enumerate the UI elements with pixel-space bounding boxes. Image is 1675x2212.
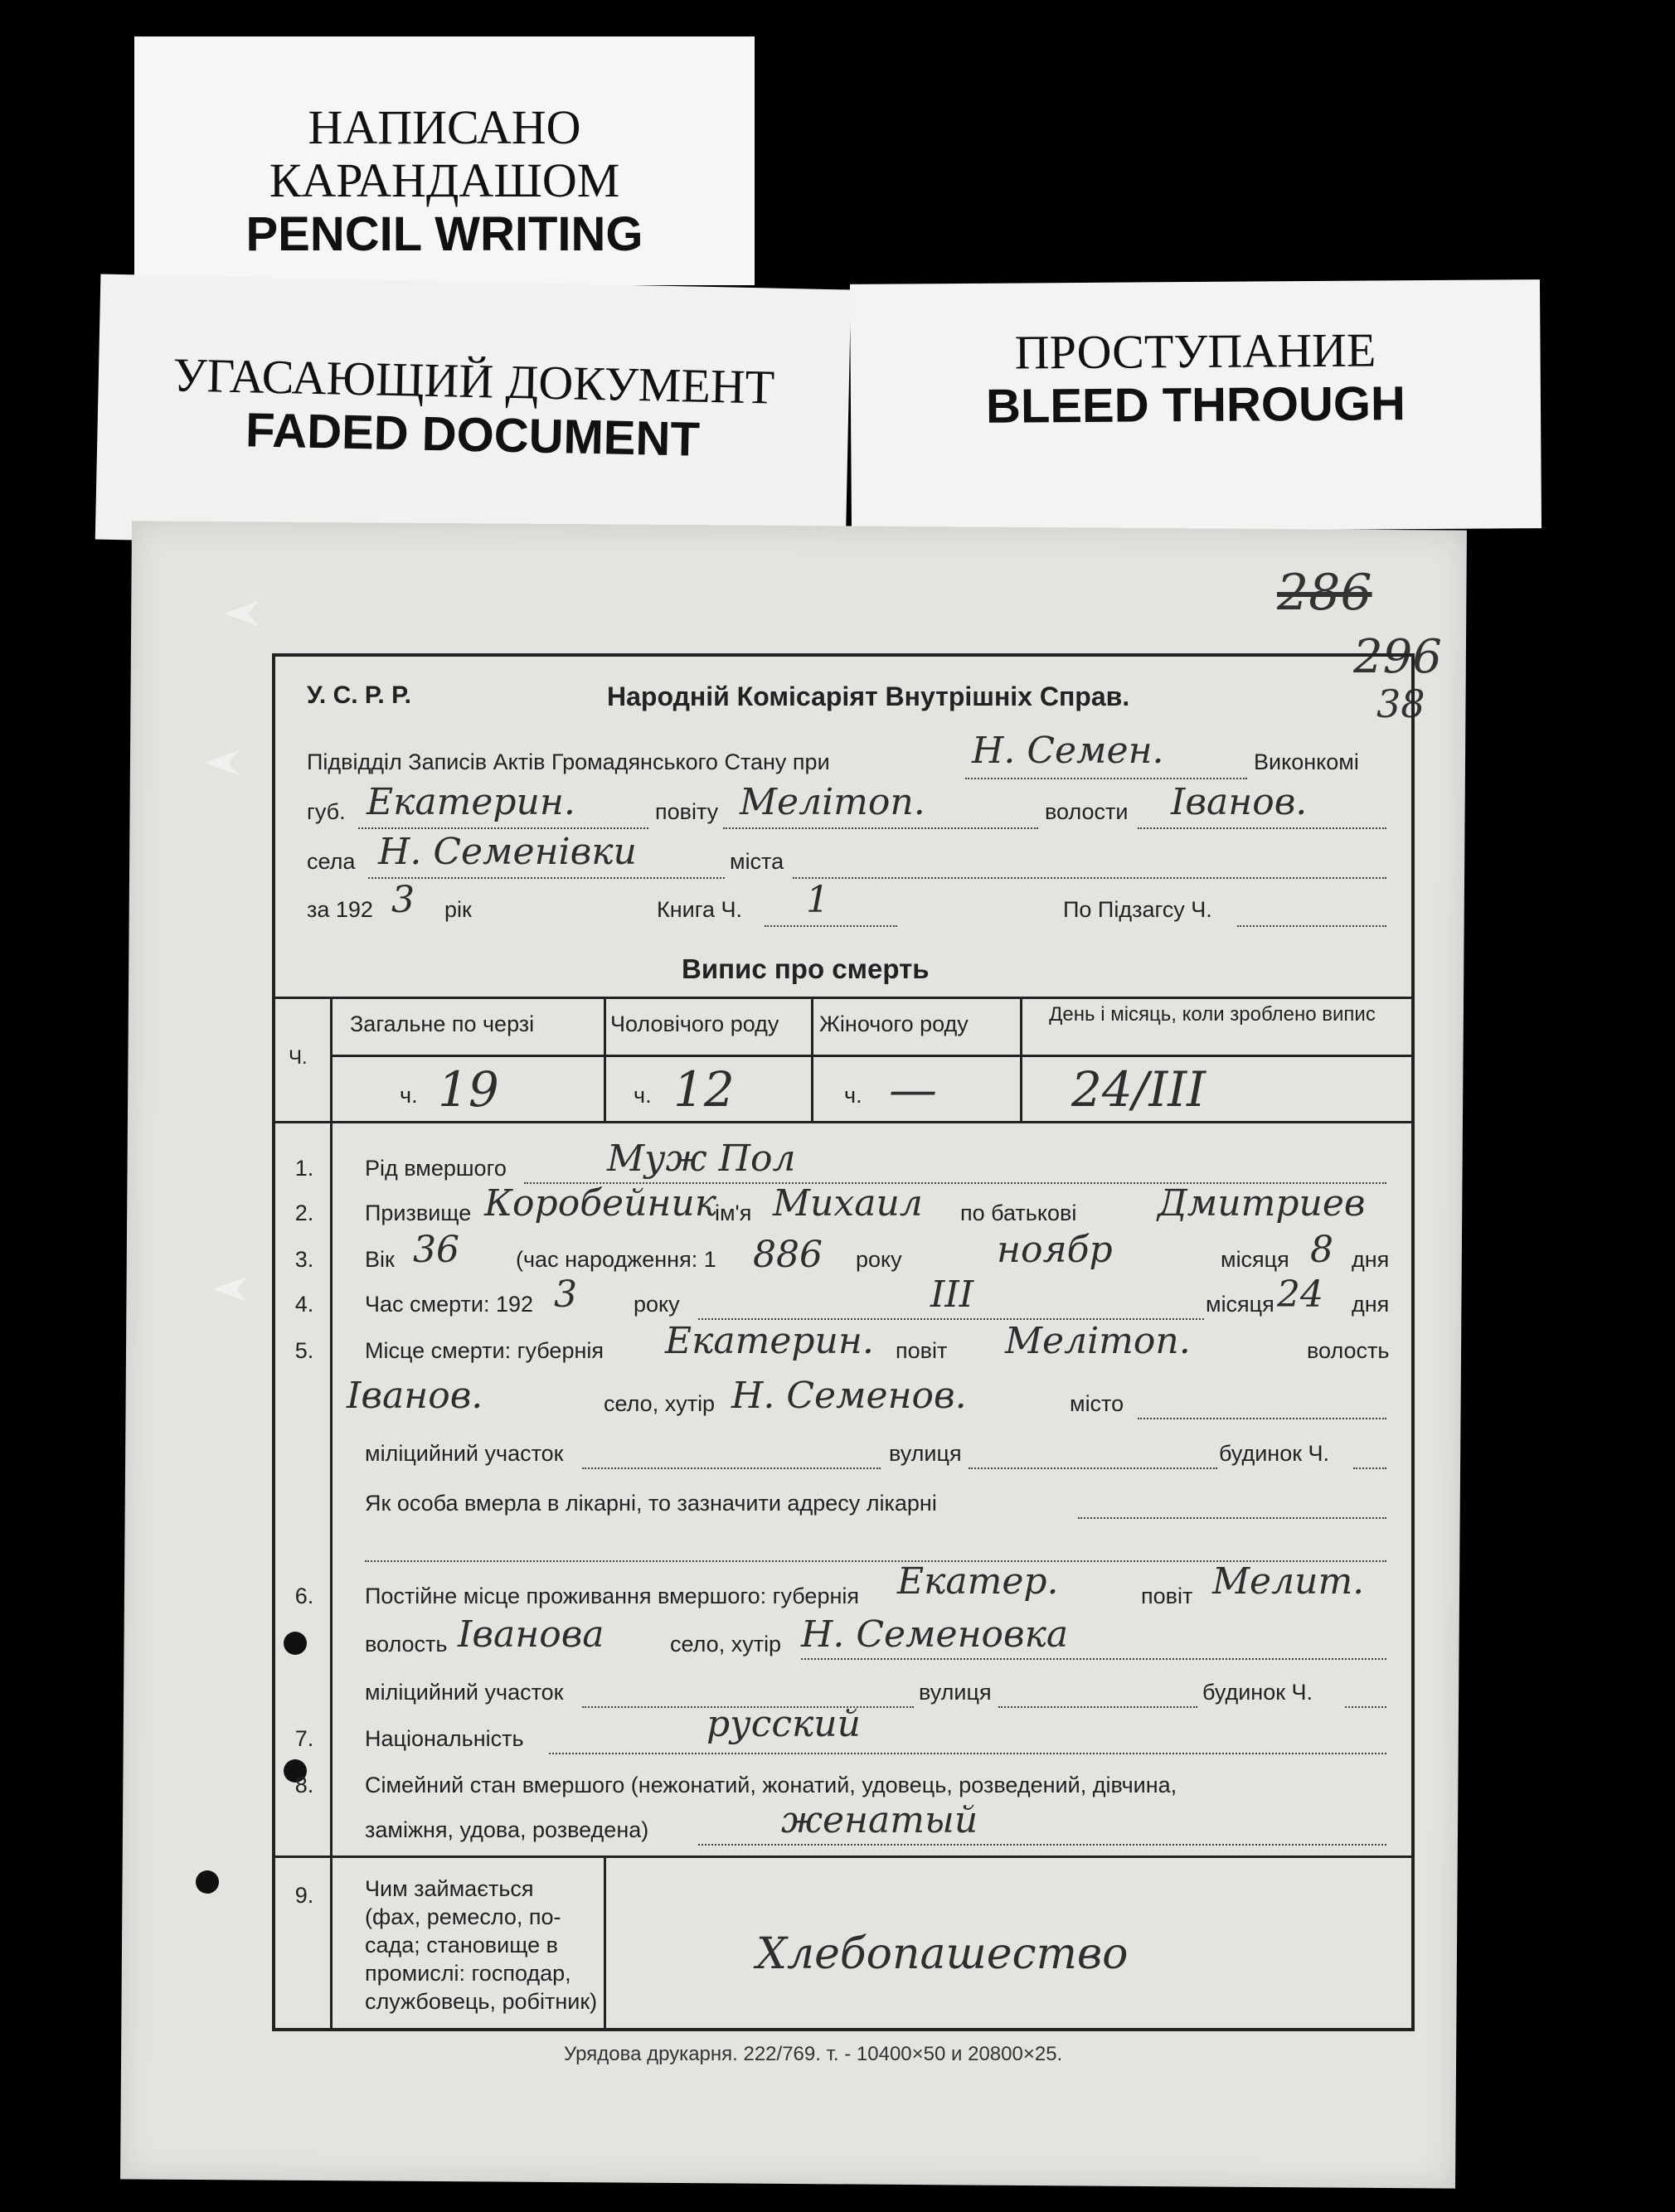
subsection-label: По Підзагсу Ч. (1063, 897, 1212, 922)
row-number: 6. (294, 1584, 314, 1608)
label-bleed-ru: ПРОСТУПАНИЕ (1014, 323, 1376, 380)
row4-death-label: Час смерти: 192 (365, 1292, 534, 1317)
row3-day-value: 8 (1310, 1229, 1333, 1271)
row8-label-line2: заміжня, удова, розведена) (365, 1817, 649, 1842)
book-label: Книга Ч. (657, 897, 742, 922)
subdivision-value: Н. Семен. (972, 730, 1164, 772)
row-number: 5. (294, 1338, 314, 1363)
col-general: Загальне по черзі (350, 1011, 535, 1036)
label-pencil-ru-line1: НАПИСАНО (308, 100, 581, 154)
row5-povit-label: повіт (896, 1338, 948, 1363)
row5-povit-value: Мелітоп. (1005, 1320, 1191, 1362)
row3-birth-label: (час народження: 1 (516, 1247, 716, 1272)
povit-value: Мелітоп. (740, 781, 925, 823)
row8-value: женатый (781, 1799, 978, 1841)
volost-label: волости (1045, 799, 1129, 824)
row5-hospital-label: Як особа вмерла в лікарні, то зазначити адресу лікарні (365, 1491, 937, 1516)
label-pencil-writing (134, 36, 755, 285)
printer-footer: Урядова друкарня. 222/769. т. - 10400×50 и 20800×25. (564, 2043, 1063, 2065)
row1-value: Муж Пол (607, 1138, 796, 1180)
val-male: 12 (673, 1061, 735, 1118)
row5-selo-value: Н. Семенов. (731, 1375, 967, 1417)
row3-month-label: місяця (1221, 1247, 1289, 1272)
row4-death-year: 3 (554, 1273, 577, 1316)
val-female: — (889, 1061, 937, 1118)
volost-value: Іванов. (1171, 781, 1308, 823)
row3-birth-year: 886 (753, 1234, 823, 1276)
cell-prefix-male: ч. (634, 1083, 652, 1108)
row9-value: Хлебопашество (756, 1929, 1129, 1979)
label-pencil-ru-line2: КАРАНДАШОМ (269, 153, 620, 207)
row6-house-label: будинок Ч. (1202, 1680, 1313, 1705)
row5-police-label: міліцийний участок (365, 1441, 564, 1466)
row-number: 3. (294, 1247, 314, 1272)
document-title: Випис про смерть (682, 953, 930, 984)
row4-day-label: дня (1352, 1292, 1390, 1317)
label-faded-en: FADED DOCUMENT (245, 403, 701, 467)
row2-name-value: Михаил (773, 1182, 923, 1225)
label-faded-document (95, 274, 852, 555)
row8-label-line1: Сімейний стан вмершого (нежонатий, жонатий, удовець, розведений, дівчина, (365, 1773, 1177, 1797)
row-number: 7. (294, 1726, 314, 1751)
row5-place-label: Місце смерти: губернія (365, 1338, 604, 1363)
archive-number-new: 296 (1353, 630, 1442, 684)
row6-police-label: міліцийний участок (365, 1680, 564, 1705)
row2-name-label: ім'я (715, 1201, 752, 1225)
row2-patronymic-label: по батькові (960, 1201, 1077, 1225)
row5-street-label: вулиця (889, 1441, 962, 1466)
row6-gub-value: Екатер. (897, 1560, 1059, 1603)
label-pencil-en: PENCIL WRITING (245, 207, 643, 261)
row9-label-line0: Чим займається (365, 1876, 534, 1901)
row5-house-label: будинок Ч. (1219, 1441, 1330, 1466)
binding-hole (196, 1870, 219, 1894)
cell-prefix-general: ч. (400, 1083, 418, 1108)
year-suffix: рік (444, 897, 472, 922)
val-general: 19 (438, 1061, 499, 1118)
row-number: 8. (294, 1773, 314, 1797)
col-date: День і місяць, коли зроблено випис (1049, 1003, 1376, 1026)
gub-label: губ. (307, 799, 346, 824)
header-ussr: У. С. Р. Р. (307, 682, 411, 709)
row9-label-line2: сада; становище в (365, 1933, 558, 1957)
occupation-section (272, 1855, 1415, 2031)
row2-surname-label: Призвище (365, 1201, 472, 1225)
row3-year-label: року (856, 1247, 902, 1272)
row6-selo-label: село, хутір (670, 1632, 782, 1657)
row6-volost-label: волость (365, 1632, 448, 1657)
header-commissariat: Народній Комісаріят Внутрішніх Справ. (607, 682, 1130, 711)
row6-volost-value: Іванова (458, 1613, 604, 1656)
row3-age-label: Вік (365, 1247, 395, 1272)
row3-day-label: дня (1352, 1247, 1390, 1272)
label-bleed-through (850, 279, 1541, 533)
row4-year-label: року (634, 1292, 680, 1317)
selo-label: села (307, 849, 356, 874)
row6-perm-label: Постійне місце проживання вмершого: губернія (365, 1584, 859, 1608)
row-number: 4. (294, 1292, 314, 1317)
row6-povit-label: повіт (1141, 1584, 1193, 1608)
row9-label-line4: службовець, робітник) (365, 1989, 598, 2014)
row6-street-label: вулиця (919, 1680, 992, 1705)
row9-label-line3: промислі: господар, (365, 1961, 571, 1986)
povit-label: повіту (655, 799, 719, 824)
row-number: 2. (294, 1201, 314, 1225)
year-value: 3 (391, 879, 415, 921)
archive-number-old: 286 (1277, 564, 1372, 622)
archive-number-sub: 38 (1376, 682, 1425, 726)
row-number: 9. (294, 1883, 314, 1908)
row7-value: русский (706, 1703, 861, 1745)
col-female: Жіночого роду (819, 1011, 969, 1036)
row1-label: Рід вмершого (365, 1156, 507, 1181)
row4-month-label: місяця (1206, 1292, 1274, 1317)
subdivision-label: Підвідділ Записів Актів Громадянського Стану при (307, 749, 830, 774)
row6-selo-value: Н. Семеновка (801, 1613, 1069, 1656)
row4-month-value: III (930, 1273, 974, 1316)
row5-selo-label: село, хутір (604, 1391, 716, 1416)
row3-age-value: 36 (413, 1229, 459, 1271)
row5-misto-label: місто (1070, 1391, 1124, 1416)
row5-volost-value: Іванов. (347, 1375, 483, 1417)
row6-povit-value: Мелит. (1212, 1560, 1365, 1603)
val-date: 24/III (1071, 1061, 1206, 1118)
col-male: Чоловічого роду (610, 1011, 779, 1036)
row4-day-value: 24 (1277, 1273, 1323, 1316)
row3-month-value: ноябр (997, 1229, 1113, 1271)
label-faded-ru: УГАСАЮЩИЙ ДОКУМЕНТ (172, 347, 775, 415)
row9-label-line1: (фах, ремесло, по- (365, 1904, 561, 1929)
row5-gub-value: Екатерин. (665, 1320, 874, 1362)
row2-surname-value: Коробейник (484, 1182, 717, 1225)
selo-value: Н. Семенівки (378, 831, 637, 873)
gub-value: Екатерин. (367, 781, 575, 823)
table-row-label: Ч. (289, 1046, 308, 1069)
book-value: 1 (806, 879, 829, 921)
death-record-form (272, 653, 1415, 1859)
cell-prefix-female: ч. (844, 1083, 862, 1108)
row-number: 1. (294, 1156, 314, 1181)
year-prefix: за 192 (307, 897, 373, 922)
label-bleed-en: BLEED THROUGH (985, 376, 1406, 434)
row2-patronymic-value: Дмитриев (1158, 1182, 1366, 1225)
executive-label: Виконкомі (1254, 749, 1359, 774)
row7-label: Національність (365, 1726, 524, 1751)
row5-volost-label: волость (1307, 1338, 1390, 1363)
mista-label: міста (730, 849, 784, 874)
